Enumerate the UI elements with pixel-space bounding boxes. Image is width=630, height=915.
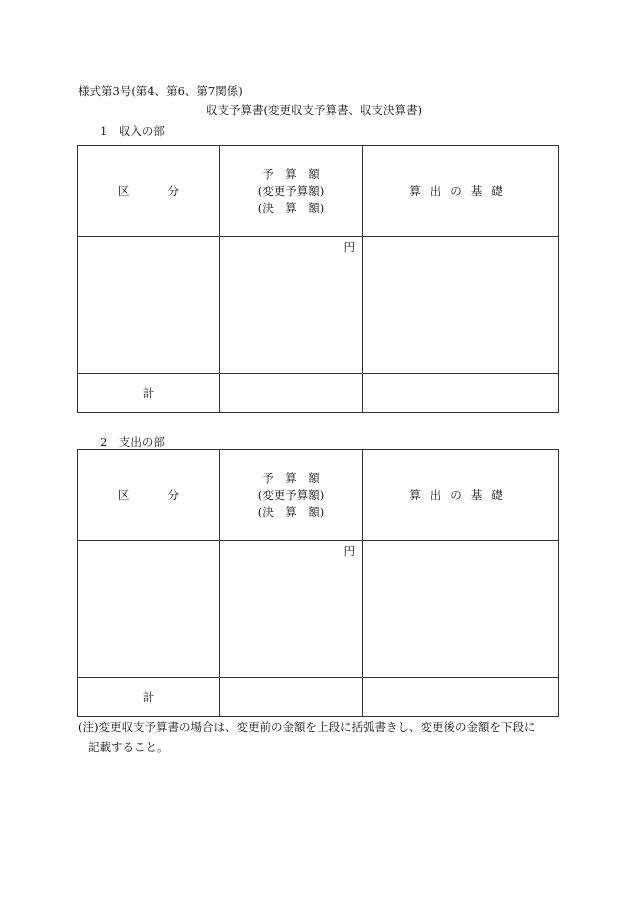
yen-unit: 円 <box>343 544 355 558</box>
category-header-char-1: 区 <box>118 184 130 198</box>
amount-header <box>220 450 363 541</box>
category-header <box>78 146 220 237</box>
basis-header: 算出の基礎 <box>363 450 559 541</box>
section-heading-income: 1 収入の部 <box>100 124 165 138</box>
amount-header-line-1: 予 算 額 <box>262 470 320 485</box>
table-total-row <box>78 678 559 717</box>
amount-header-line-3: (決 算 額) <box>257 504 325 519</box>
category-header-char-1: 区 <box>118 488 130 502</box>
total-amount-cell[interactable] <box>220 374 363 413</box>
amount-header-line-1: 予 算 額 <box>262 166 320 181</box>
category-cell[interactable] <box>78 541 220 678</box>
total-basis-cell[interactable] <box>363 374 559 413</box>
total-label: 計 <box>78 678 220 717</box>
basis-header: 算出の基礎 <box>363 146 559 237</box>
category-header-char-2: 分 <box>167 184 179 198</box>
document-title: 収支予算書(変更収支予算書、収支決算書) <box>206 103 422 117</box>
table-header-row <box>78 450 559 541</box>
amount-cell[interactable] <box>220 237 363 374</box>
amount-header-line-2: (変更予算額) <box>257 183 325 198</box>
total-label: 計 <box>78 374 220 413</box>
total-basis-cell[interactable] <box>363 678 559 717</box>
total-amount-cell[interactable] <box>220 678 363 717</box>
table-body-row <box>78 237 559 374</box>
table-header-row <box>78 146 559 237</box>
amount-header-line-3: (決 算 額) <box>257 200 325 215</box>
footnote-line-1: (注)変更収支予算書の場合は、変更前の金額を上段に括弧書きし、変更後の金額を下段に <box>78 720 536 734</box>
category-header <box>78 450 220 541</box>
table-body-row <box>78 541 559 678</box>
yen-unit: 円 <box>343 240 355 254</box>
section-heading-expenditure: 2 支出の部 <box>100 435 165 449</box>
income-table <box>77 145 559 413</box>
footnote-line-2: 記載すること。 <box>88 740 169 754</box>
amount-header-line-2: (変更予算額) <box>257 487 325 502</box>
category-cell[interactable] <box>78 237 220 374</box>
footnote <box>78 717 563 757</box>
form-number: 様式第3号(第4、第6、第7関係) <box>78 84 243 98</box>
basis-cell[interactable] <box>363 541 559 678</box>
category-header-char-2: 分 <box>167 488 179 502</box>
expenditure-table <box>77 449 559 717</box>
amount-cell[interactable] <box>220 541 363 678</box>
basis-cell[interactable] <box>363 237 559 374</box>
amount-header <box>220 146 363 237</box>
table-total-row <box>78 374 559 413</box>
